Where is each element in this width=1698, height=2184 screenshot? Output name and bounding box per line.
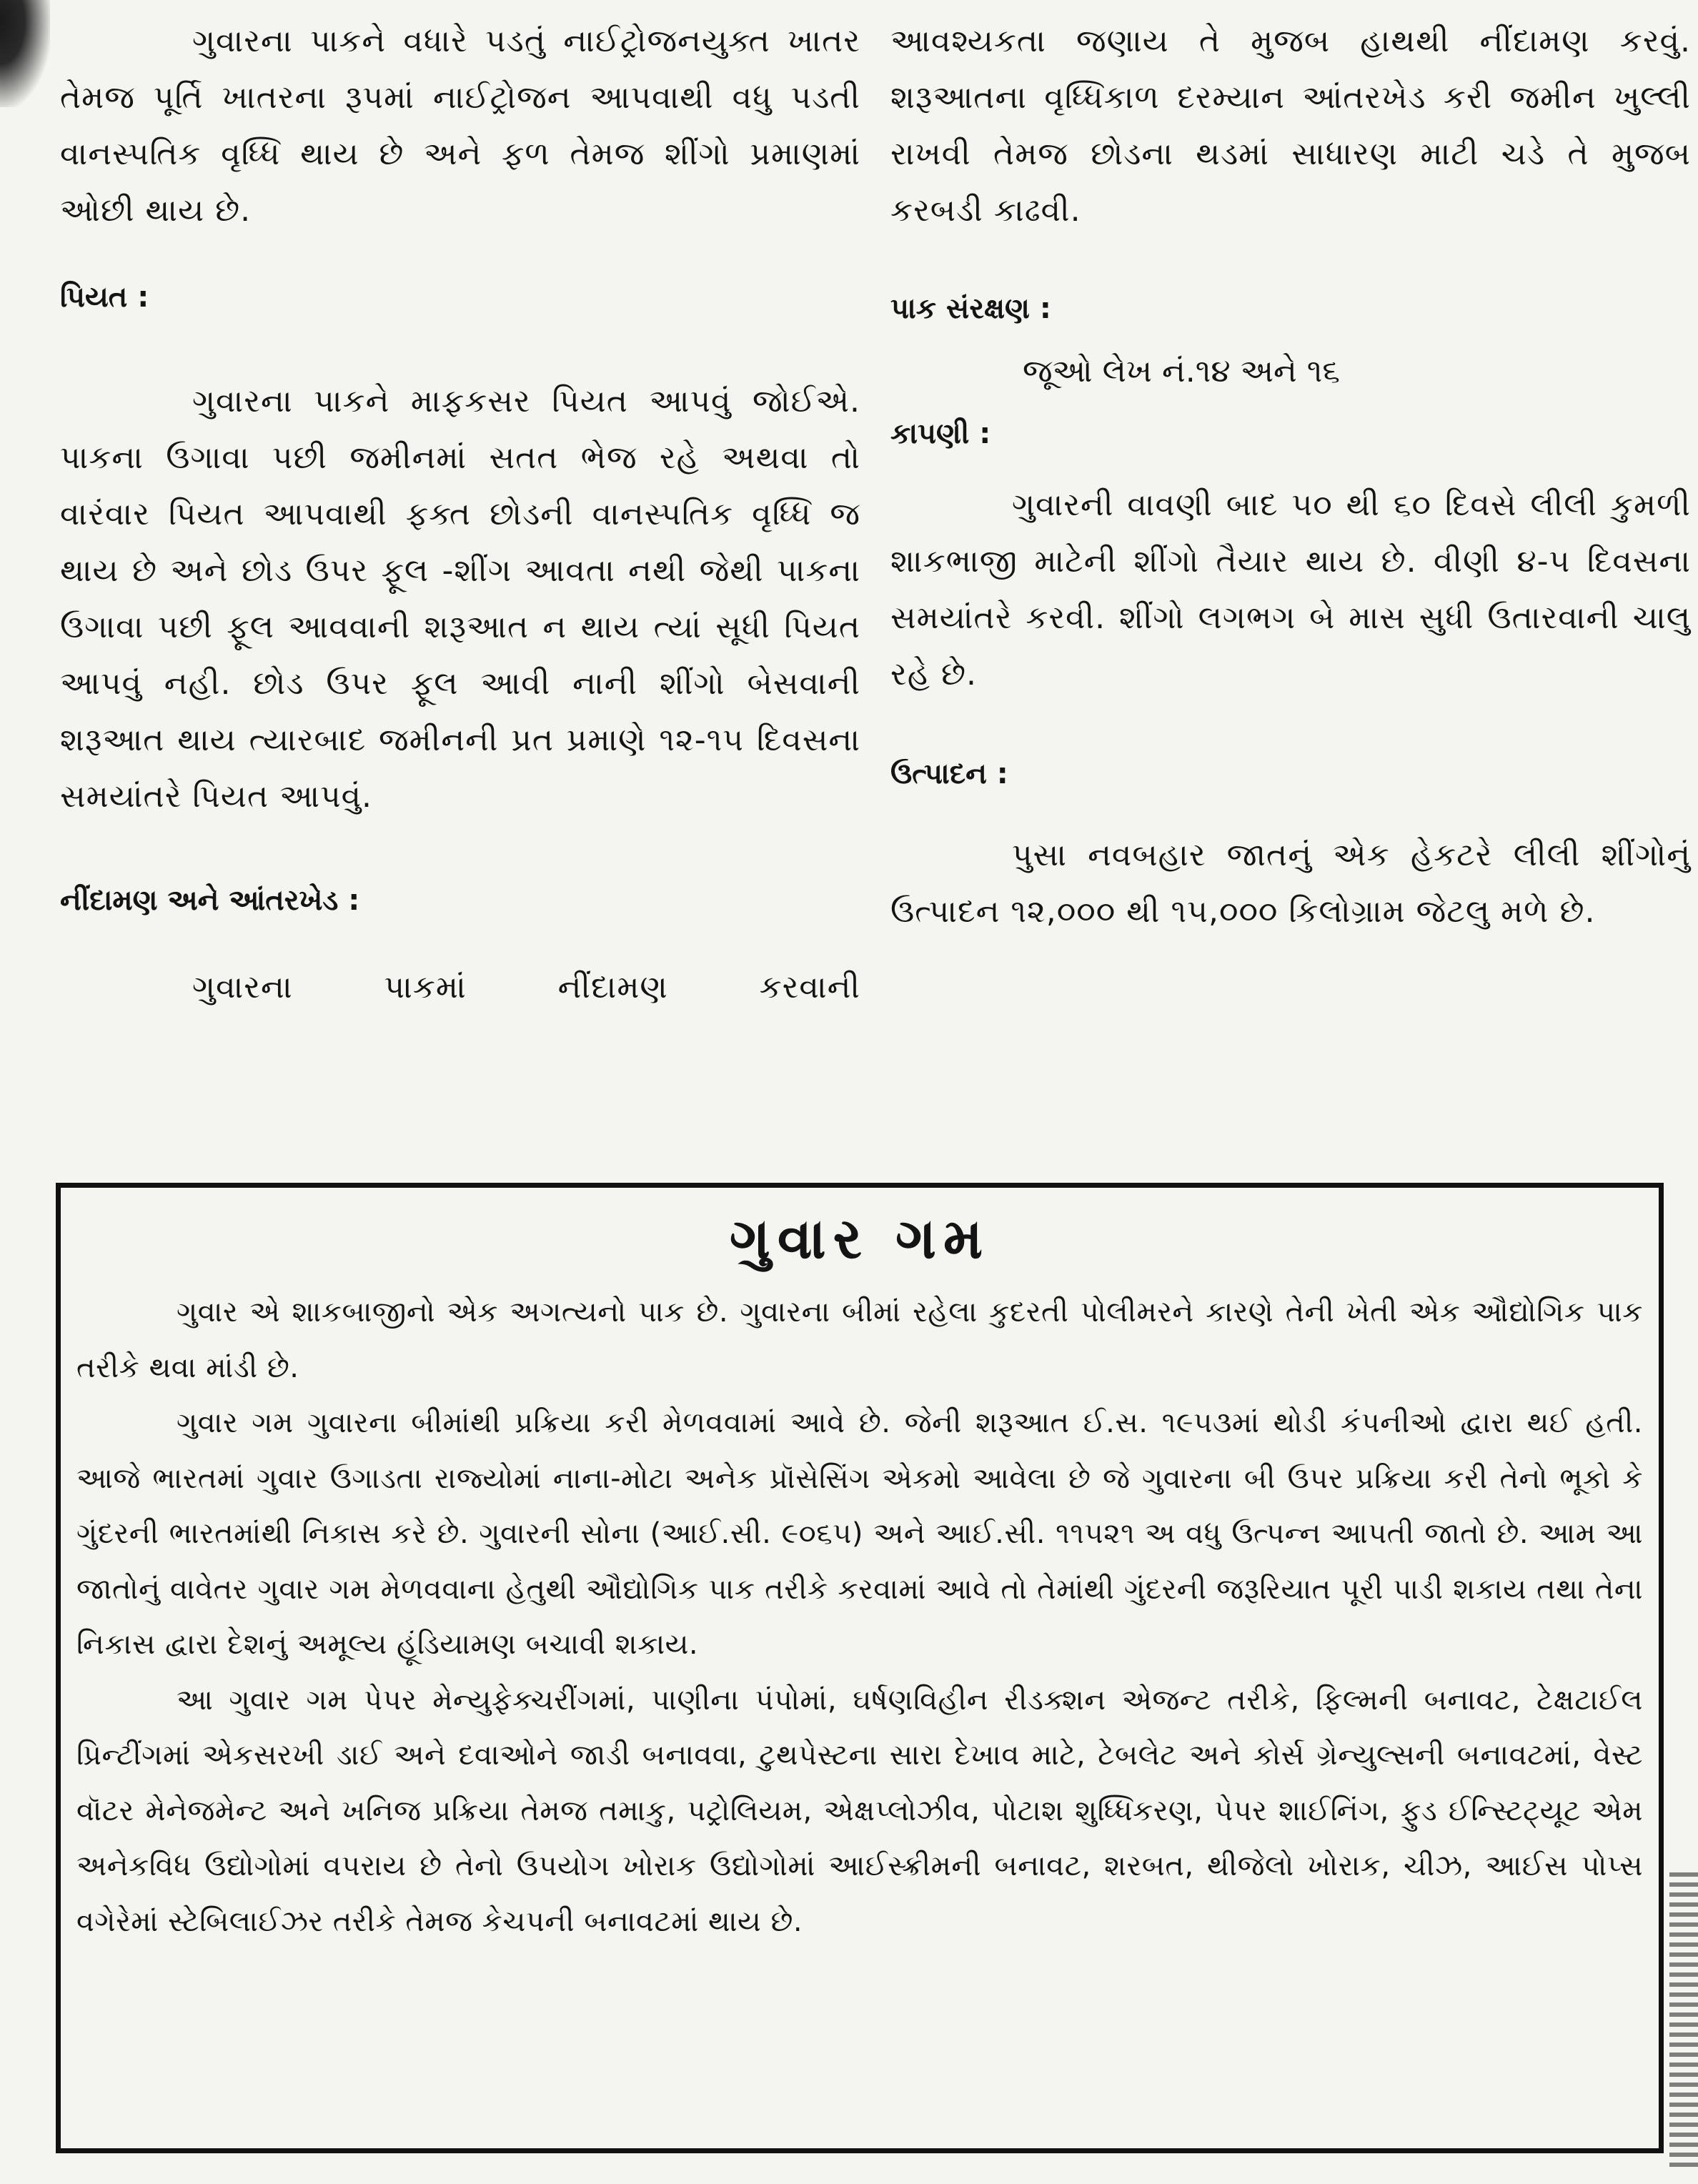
box-paragraph-2: ગુવાર ગમ ગુવારના બીમાંથી પ્રક્રિયા કરી મેળવવામાં આવે છે. જેની શરૂઆત ઈ.સ. ૧૯૫૩માં થોડી કંપનીઓ દ્વારા થઈ હતી. આજે ભારતમાં ગુવાર ઉગાડતા રાજ્યોમાં નાના-મોટા અનેક પ્રૉસેસિંગ એકમો આવેલા છે જે ગુવારના બી ઉપર પ્રક્રિયા કરી તેનો ભૂકો કે ગુંદરની ભારતમાંથી નિકાસ કરે છે. ગુવારની સોના (આઈ.સી. ૯૦૬૫) અને આઈ.સી. ૧૧૫૨૧ અ વધુ ઉત્પન્ન આપતી જાતો છે. આમ આ જાતોનું વાવેતર ગુવાર ગમ મેળવવાના હેતુથી ઔદ્યોગિક પાક તરીકે કરવામાં આવે તો તેમાંથી ગુંદરની જરૂરિયાત પૂરી પાડી શકાય તથા તેના નિકાસ દ્વારા દેશનું અમૂલ્ય હૂંડિયામણ બચાવી શકાય. [76, 1406, 1643, 1661]
irrigation-paragraph: ગુવારના પાકને માફકસર પિયત આપવું જોઈએ. પાકના ઉગાવા પછી જમીનમાં સતત ભેજ રહે અથવા તો વારંવાર પિયત આપવાથી ફક્ત છોડની વાનસ્પતિક વૃધ્ધિ જ થાય છે અને છોડ ઉપર ફૂલ -શીંગ આવતા નથી જેથી પાકના ઉગાવા પછી ફૂલ આવવાની શરૂઆત ન થાય ત્યાં સૂધી પિયત આપવું નહી. છોડ ઉપર ફૂલ આવી નાની શીંગો બેસવાની શરૂઆત થાય ત્યારબાદ જમીનની પ્રત પ્રમાણે ૧૨-૧૫ દિવસના સમયાંતરે પિયત આપવું. [60, 383, 860, 815]
scan-edge-noise [1669, 1872, 1698, 2173]
weeding-heading: નીંદામણ અને આંતરખેડ : [60, 884, 360, 917]
scan-smudge [0, 0, 50, 107]
nitrogen-paragraph: ગુવારના પાકને વધારે પડતું નાઈટ્રોજનયુક્ત ખાતર તેમજ પૂર્તિ ખાતરના રૂપમાં નાઈટ્રોજન આપવાથી વધુ પડતી વાનસ્પતિક વૃધ્ધિ થાય છે અને ફળ તેમજ શીંગો પ્રમાણમાં ઓછી થાય છે. [60, 23, 860, 229]
right-column [890, 13, 1691, 940]
yield-heading: ઉત્પાદન : [890, 758, 1008, 790]
weeding-paragraph-continued: આવશ્યકતા જણાય તે મુજબ હાથથી નીંદામણ કરવું. શરૂઆતના વૃધ્ધિકાળ દરમ્યાન આંતરખેડ કરી જમીન ખુલ્લી રાખવી તેમજ છોડના થડમાં સાધારણ માટી ચડે તે મુજબ કરબડી કાઢવી. [890, 23, 1691, 229]
harvest-paragraph: ગુવારની વાવણી બાદ ૫૦ થી ૬૦ દિવસે લીલી કુમળી શાકભાજી માટેની શીંગો તૈયાર થાય છે. વીણી ૪-૫ દિવસના સમયાંતરે કરવી. શીંગો લગભગ બે માસ સુધી ઉતારવાની ચાલુ રહે છે. [890, 487, 1691, 693]
harvest-heading: કાપણી : [890, 417, 991, 450]
yield-paragraph: પુસા નવબહાર જાતનું એક હેકટરે લીલી શીંગોનું ઉત્પાદન ૧૨,૦૦૦ થી ૧૫,૦૦૦ કિલોગ્રામ જેટલુ મળે છે. [890, 837, 1691, 930]
box-paragraph-3: આ ગુવાર ગમ પેપર મેન્યુફેક્ચરીંગમાં, પાણીના પંપોમાં, ઘર્ષણવિહીન રીડક્શન એજન્ટ તરીકે, ફિલ્મની બનાવટ, ટેક્ષટાઈલ પ્રિન્ટીંગમાં એકસરખી ડાઈ અને દવાઓને જાડી બનાવવા, ટુથપેસ્ટના સારા દેખાવ માટે, ટેબલેટ અને કોર્સ ગ્રેન્યુલ્સની બનાવટમાં, વેસ્ટ વૉટર મેનેજમેન્ટ અને ખનિજ પ્રક્રિયા તેમજ તમાકુ, પટ્રોલિયમ, એક્ષપ્લોઝીવ, પોટાશ શુધ્ધિકરણ, પેપર શાઈનિંગ, ફુડ ઈન્સ્ટિટ્યૂટ એમ અનેકવિધ ઉદ્યોગોમાં વપરાય છે તેનો ઉપયોગ ખોરાક ઉદ્યોગોમાં આઈસ્ક્રીમની બનાવટ, શરબત, થીજેલો ખોરાક, ચીઝ, આઈસ પોપ્સ વગેરેમાં સ્ટેબિલાઈઝર તરીકે તેમજ કેચપની બનાવટમાં થાય છે. [76, 1683, 1643, 1938]
guar-gum-box [56, 1183, 1664, 2153]
crop-protection-reference: જૂઓ લેખ નં.૧૪ અને ૧૬ [1023, 353, 1340, 389]
left-column [60, 13, 860, 1016]
box-title: ગુવાર ગમ [729, 1207, 990, 1271]
crop-protection-heading: પાક સંરક્ષણ : [890, 292, 1051, 325]
weeding-paragraph-start: ગુવારના પાકમાં નીંદામણ કરવાની [192, 969, 860, 1006]
box-paragraph-1: ગુવાર એ શાકબાજીનો એક અગત્યનો પાક છે. ગુવારના બીમાં રહેલા કુદરતી પોલીમરને કારણે તેની ખેતી એક ઔદ્યોગિક પાક તરીકે થવા માંડી છે. [76, 1296, 1643, 1384]
irrigation-heading: પિયત : [60, 281, 149, 314]
two-column-text [50, 13, 1691, 1156]
